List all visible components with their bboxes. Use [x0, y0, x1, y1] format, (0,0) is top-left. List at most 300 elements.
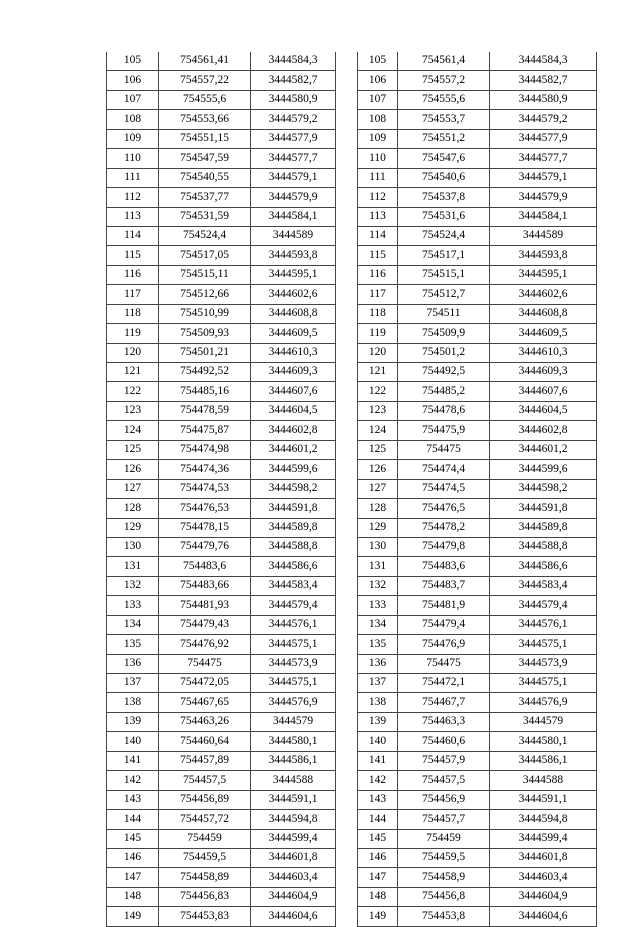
- y-coordinate-cell: 3444603,4: [490, 868, 597, 887]
- point-number-cell: 129: [107, 518, 159, 537]
- column-gap: [336, 654, 358, 673]
- table-row: [107, 635, 597, 654]
- point-number-cell: 128: [107, 499, 159, 518]
- y-coordinate-cell: 3444579,4: [251, 596, 336, 615]
- y-coordinate-cell: 3444604,6: [251, 907, 336, 926]
- point-number-cell: 139: [107, 712, 159, 731]
- x-coordinate-cell: 754457,89: [159, 751, 251, 770]
- point-number-cell: 140: [107, 732, 159, 751]
- y-coordinate-cell: 3444601,2: [490, 440, 597, 459]
- column-gap: [336, 576, 358, 595]
- table-row: [107, 848, 597, 867]
- x-coordinate-cell: 754456,83: [159, 887, 251, 906]
- column-gap: [336, 848, 358, 867]
- x-coordinate-cell: 754479,43: [159, 615, 251, 634]
- point-number-cell: 110: [107, 149, 159, 168]
- table-row: [107, 149, 597, 168]
- y-coordinate-cell: 3444579,2: [490, 110, 597, 129]
- y-coordinate-cell: 3444580,1: [251, 732, 336, 751]
- point-number-cell: 128: [358, 499, 398, 518]
- point-number-cell: 134: [107, 615, 159, 634]
- table-row: [107, 246, 597, 265]
- point-number-cell: 115: [358, 246, 398, 265]
- point-number-cell: 129: [358, 518, 398, 537]
- column-gap: [336, 518, 358, 537]
- y-coordinate-cell: 3444610,3: [490, 343, 597, 362]
- table-row: [107, 71, 597, 90]
- point-number-cell: 105: [107, 52, 159, 71]
- y-coordinate-cell: 3444602,8: [251, 421, 336, 440]
- x-coordinate-cell: 754476,5: [398, 499, 490, 518]
- point-number-cell: 126: [358, 460, 398, 479]
- table-row: [107, 674, 597, 693]
- point-number-cell: 132: [107, 576, 159, 595]
- y-coordinate-cell: 3444601,8: [490, 848, 597, 867]
- y-coordinate-cell: 3444579,1: [490, 168, 597, 187]
- table-row: [107, 52, 597, 71]
- x-coordinate-cell: 754531,59: [159, 207, 251, 226]
- y-coordinate-cell: 3444595,1: [490, 265, 597, 284]
- y-coordinate-cell: 3444610,3: [251, 343, 336, 362]
- point-number-cell: 131: [358, 557, 398, 576]
- point-number-cell: 147: [107, 868, 159, 887]
- x-coordinate-cell: 754457,9: [398, 751, 490, 770]
- table-row: [107, 129, 597, 148]
- point-number-cell: 138: [358, 693, 398, 712]
- x-coordinate-cell: 754537,8: [398, 188, 490, 207]
- y-coordinate-cell: 3444607,6: [490, 382, 597, 401]
- point-number-cell: 125: [107, 440, 159, 459]
- point-number-cell: 107: [107, 90, 159, 109]
- point-number-cell: 134: [358, 615, 398, 634]
- point-number-cell: 143: [107, 790, 159, 809]
- point-number-cell: 137: [107, 674, 159, 693]
- x-coordinate-cell: 754459,5: [398, 848, 490, 867]
- column-gap: [336, 829, 358, 848]
- x-coordinate-cell: 754457,5: [398, 771, 490, 790]
- table-row: [107, 790, 597, 809]
- x-coordinate-cell: 754485,2: [398, 382, 490, 401]
- point-number-cell: 132: [358, 576, 398, 595]
- table-row: [107, 401, 597, 420]
- x-coordinate-cell: 754483,66: [159, 576, 251, 595]
- table-row: [107, 829, 597, 848]
- column-gap: [336, 382, 358, 401]
- y-coordinate-cell: 3444601,8: [251, 848, 336, 867]
- point-number-cell: 142: [107, 771, 159, 790]
- column-gap: [336, 343, 358, 362]
- table-row: [107, 499, 597, 518]
- point-number-cell: 136: [107, 654, 159, 673]
- coordinates-table: [106, 52, 597, 927]
- x-coordinate-cell: 754557,22: [159, 71, 251, 90]
- y-coordinate-cell: 3444576,1: [490, 615, 597, 634]
- table-row: [107, 654, 597, 673]
- table-row: [107, 868, 597, 887]
- y-coordinate-cell: 3444608,8: [490, 304, 597, 323]
- x-coordinate-cell: 754467,65: [159, 693, 251, 712]
- x-coordinate-cell: 754515,11: [159, 265, 251, 284]
- table-row: [107, 421, 597, 440]
- table-row: [107, 557, 597, 576]
- table-row: [107, 693, 597, 712]
- x-coordinate-cell: 754553,7: [398, 110, 490, 129]
- point-number-cell: 125: [358, 440, 398, 459]
- point-number-cell: 142: [358, 771, 398, 790]
- point-number-cell: 127: [358, 479, 398, 498]
- column-gap: [336, 693, 358, 712]
- table-row: [107, 576, 597, 595]
- point-number-cell: 126: [107, 460, 159, 479]
- point-number-cell: 119: [358, 324, 398, 343]
- x-coordinate-cell: 754483,7: [398, 576, 490, 595]
- y-coordinate-cell: 3444604,9: [490, 887, 597, 906]
- x-coordinate-cell: 754476,53: [159, 499, 251, 518]
- table-row: [107, 712, 597, 731]
- y-coordinate-cell: 3444603,4: [251, 868, 336, 887]
- point-number-cell: 124: [107, 421, 159, 440]
- table-row: [107, 168, 597, 187]
- point-number-cell: 127: [107, 479, 159, 498]
- y-coordinate-cell: 3444584,3: [490, 52, 597, 71]
- y-coordinate-cell: 3444579,2: [251, 110, 336, 129]
- x-coordinate-cell: 754517,05: [159, 246, 251, 265]
- y-coordinate-cell: 3444589,8: [251, 518, 336, 537]
- x-coordinate-cell: 754547,59: [159, 149, 251, 168]
- y-coordinate-cell: 3444579,4: [490, 596, 597, 615]
- y-coordinate-cell: 3444589: [251, 226, 336, 245]
- column-gap: [336, 363, 358, 382]
- x-coordinate-cell: 754479,8: [398, 537, 490, 556]
- point-number-cell: 146: [107, 848, 159, 867]
- point-number-cell: 117: [107, 285, 159, 304]
- y-coordinate-cell: 3444608,8: [251, 304, 336, 323]
- column-gap: [336, 401, 358, 420]
- x-coordinate-cell: 754551,2: [398, 129, 490, 148]
- y-coordinate-cell: 3444593,8: [251, 246, 336, 265]
- y-coordinate-cell: 3444591,1: [490, 790, 597, 809]
- table-row: [107, 440, 597, 459]
- x-coordinate-cell: 754511: [398, 304, 490, 323]
- table-row: [107, 596, 597, 615]
- table-row: [107, 810, 597, 829]
- y-coordinate-cell: 3444599,4: [251, 829, 336, 848]
- y-coordinate-cell: 3444586,6: [490, 557, 597, 576]
- x-coordinate-cell: 754453,83: [159, 907, 251, 926]
- x-coordinate-cell: 754485,16: [159, 382, 251, 401]
- x-coordinate-cell: 754478,6: [398, 401, 490, 420]
- column-gap: [336, 168, 358, 187]
- y-coordinate-cell: 3444584,3: [251, 52, 336, 71]
- y-coordinate-cell: 3444579,9: [251, 188, 336, 207]
- y-coordinate-cell: 3444586,1: [490, 751, 597, 770]
- table-row: [107, 479, 597, 498]
- x-coordinate-cell: 754512,7: [398, 285, 490, 304]
- point-number-cell: 135: [358, 635, 398, 654]
- y-coordinate-cell: 3444579,9: [490, 188, 597, 207]
- point-number-cell: 145: [358, 829, 398, 848]
- x-coordinate-cell: 754456,8: [398, 887, 490, 906]
- table-row: [107, 90, 597, 109]
- x-coordinate-cell: 754515,1: [398, 265, 490, 284]
- point-number-cell: 123: [358, 401, 398, 420]
- y-coordinate-cell: 3444598,2: [251, 479, 336, 498]
- y-coordinate-cell: 3444575,1: [251, 635, 336, 654]
- y-coordinate-cell: 3444576,1: [251, 615, 336, 634]
- x-coordinate-cell: 754481,9: [398, 596, 490, 615]
- point-number-cell: 113: [358, 207, 398, 226]
- y-coordinate-cell: 3444575,1: [490, 635, 597, 654]
- point-number-cell: 123: [107, 401, 159, 420]
- x-coordinate-cell: 754475,9: [398, 421, 490, 440]
- y-coordinate-cell: 3444591,8: [251, 499, 336, 518]
- column-gap: [336, 129, 358, 148]
- x-coordinate-cell: 754492,5: [398, 363, 490, 382]
- y-coordinate-cell: 3444595,1: [251, 265, 336, 284]
- point-number-cell: 144: [358, 810, 398, 829]
- point-number-cell: 130: [107, 537, 159, 556]
- y-coordinate-cell: 3444582,7: [490, 71, 597, 90]
- x-coordinate-cell: 754478,15: [159, 518, 251, 537]
- y-coordinate-cell: 3444575,1: [251, 674, 336, 693]
- y-coordinate-cell: 3444584,1: [490, 207, 597, 226]
- y-coordinate-cell: 3444594,8: [251, 810, 336, 829]
- x-coordinate-cell: 754475,87: [159, 421, 251, 440]
- x-coordinate-cell: 754537,77: [159, 188, 251, 207]
- y-coordinate-cell: 3444588,8: [490, 537, 597, 556]
- x-coordinate-cell: 754517,1: [398, 246, 490, 265]
- point-number-cell: 119: [107, 324, 159, 343]
- y-coordinate-cell: 3444609,5: [490, 324, 597, 343]
- x-coordinate-cell: 754479,4: [398, 615, 490, 634]
- column-gap: [336, 537, 358, 556]
- point-number-cell: 141: [358, 751, 398, 770]
- x-coordinate-cell: 754456,9: [398, 790, 490, 809]
- table-row: [107, 110, 597, 129]
- point-number-cell: 140: [358, 732, 398, 751]
- x-coordinate-cell: 754510,99: [159, 304, 251, 323]
- y-coordinate-cell: 3444586,6: [251, 557, 336, 576]
- y-coordinate-cell: 3444583,4: [251, 576, 336, 595]
- point-number-cell: 106: [358, 71, 398, 90]
- x-coordinate-cell: 754561,4: [398, 52, 490, 71]
- column-gap: [336, 790, 358, 809]
- y-coordinate-cell: 3444591,8: [490, 499, 597, 518]
- table-row: [107, 382, 597, 401]
- point-number-cell: 109: [358, 129, 398, 148]
- x-coordinate-cell: 754463,26: [159, 712, 251, 731]
- point-number-cell: 139: [358, 712, 398, 731]
- x-coordinate-cell: 754501,2: [398, 343, 490, 362]
- point-number-cell: 120: [107, 343, 159, 362]
- y-coordinate-cell: 3444604,9: [251, 887, 336, 906]
- column-gap: [336, 557, 358, 576]
- column-gap: [336, 732, 358, 751]
- x-coordinate-cell: 754476,9: [398, 635, 490, 654]
- point-number-cell: 114: [107, 226, 159, 245]
- table-row: [107, 226, 597, 245]
- x-coordinate-cell: 754524,4: [159, 226, 251, 245]
- point-number-cell: 144: [107, 810, 159, 829]
- x-coordinate-cell: 754456,89: [159, 790, 251, 809]
- point-number-cell: 108: [107, 110, 159, 129]
- x-coordinate-cell: 754472,05: [159, 674, 251, 693]
- point-number-cell: 113: [107, 207, 159, 226]
- column-gap: [336, 887, 358, 906]
- point-number-cell: 133: [358, 596, 398, 615]
- x-coordinate-cell: 754509,9: [398, 324, 490, 343]
- point-number-cell: 105: [358, 52, 398, 71]
- x-coordinate-cell: 754501,21: [159, 343, 251, 362]
- table-row: [107, 732, 597, 751]
- y-coordinate-cell: 3444588: [490, 771, 597, 790]
- point-number-cell: 111: [107, 168, 159, 187]
- x-coordinate-cell: 754460,6: [398, 732, 490, 751]
- point-number-cell: 138: [107, 693, 159, 712]
- point-number-cell: 145: [107, 829, 159, 848]
- column-gap: [336, 226, 358, 245]
- point-number-cell: 112: [358, 188, 398, 207]
- y-coordinate-cell: 3444609,3: [251, 363, 336, 382]
- column-gap: [336, 440, 358, 459]
- y-coordinate-cell: 3444576,9: [490, 693, 597, 712]
- point-number-cell: 122: [358, 382, 398, 401]
- y-coordinate-cell: 3444591,1: [251, 790, 336, 809]
- point-number-cell: 116: [358, 265, 398, 284]
- x-coordinate-cell: 754547,6: [398, 149, 490, 168]
- y-coordinate-cell: 3444602,8: [490, 421, 597, 440]
- table-row: [107, 207, 597, 226]
- x-coordinate-cell: 754474,4: [398, 460, 490, 479]
- x-coordinate-cell: 754474,53: [159, 479, 251, 498]
- point-number-cell: 149: [358, 907, 398, 926]
- table-row: [107, 188, 597, 207]
- table-row: [107, 343, 597, 362]
- table-row: [107, 751, 597, 770]
- y-coordinate-cell: 3444575,1: [490, 674, 597, 693]
- point-number-cell: 116: [107, 265, 159, 284]
- x-coordinate-cell: 754475: [398, 654, 490, 673]
- table-row: [107, 363, 597, 382]
- point-number-cell: 137: [358, 674, 398, 693]
- y-coordinate-cell: 3444573,9: [490, 654, 597, 673]
- x-coordinate-cell: 754459: [159, 829, 251, 848]
- point-number-cell: 118: [358, 304, 398, 323]
- y-coordinate-cell: 3444602,6: [490, 285, 597, 304]
- x-coordinate-cell: 754474,5: [398, 479, 490, 498]
- x-coordinate-cell: 754475: [398, 440, 490, 459]
- table-row: [107, 518, 597, 537]
- point-number-cell: 141: [107, 751, 159, 770]
- y-coordinate-cell: 3444579,1: [251, 168, 336, 187]
- point-number-cell: 107: [358, 90, 398, 109]
- column-gap: [336, 460, 358, 479]
- x-coordinate-cell: 754474,36: [159, 460, 251, 479]
- column-gap: [336, 751, 358, 770]
- y-coordinate-cell: 3444573,9: [251, 654, 336, 673]
- column-gap: [336, 90, 358, 109]
- point-number-cell: 146: [358, 848, 398, 867]
- y-coordinate-cell: 3444579: [490, 712, 597, 731]
- y-coordinate-cell: 3444577,9: [490, 129, 597, 148]
- column-gap: [336, 149, 358, 168]
- point-number-cell: 147: [358, 868, 398, 887]
- point-number-cell: 109: [107, 129, 159, 148]
- x-coordinate-cell: 754512,66: [159, 285, 251, 304]
- column-gap: [336, 421, 358, 440]
- table-row: [107, 907, 597, 926]
- table-row: [107, 771, 597, 790]
- column-gap: [336, 207, 358, 226]
- x-coordinate-cell: 754460,64: [159, 732, 251, 751]
- y-coordinate-cell: 3444599,6: [490, 460, 597, 479]
- x-coordinate-cell: 754553,66: [159, 110, 251, 129]
- column-gap: [336, 71, 358, 90]
- x-coordinate-cell: 754483,6: [398, 557, 490, 576]
- y-coordinate-cell: 3444579: [251, 712, 336, 731]
- point-number-cell: 106: [107, 71, 159, 90]
- y-coordinate-cell: 3444588: [251, 771, 336, 790]
- point-number-cell: 115: [107, 246, 159, 265]
- y-coordinate-cell: 3444604,5: [251, 401, 336, 420]
- point-number-cell: 130: [358, 537, 398, 556]
- x-coordinate-cell: 754478,59: [159, 401, 251, 420]
- column-gap: [336, 110, 358, 129]
- x-coordinate-cell: 754458,9: [398, 868, 490, 887]
- x-coordinate-cell: 754463,3: [398, 712, 490, 731]
- y-coordinate-cell: 3444609,3: [490, 363, 597, 382]
- point-number-cell: 133: [107, 596, 159, 615]
- table-row: [107, 460, 597, 479]
- y-coordinate-cell: 3444609,5: [251, 324, 336, 343]
- x-coordinate-cell: 754459,5: [159, 848, 251, 867]
- point-number-cell: 110: [358, 149, 398, 168]
- column-gap: [336, 635, 358, 654]
- y-coordinate-cell: 3444598,2: [490, 479, 597, 498]
- x-coordinate-cell: 754475: [159, 654, 251, 673]
- x-coordinate-cell: 754540,55: [159, 168, 251, 187]
- table-row: [107, 537, 597, 556]
- point-number-cell: 108: [358, 110, 398, 129]
- column-gap: [336, 246, 358, 265]
- x-coordinate-cell: 754457,72: [159, 810, 251, 829]
- table-row: [107, 265, 597, 284]
- x-coordinate-cell: 754457,5: [159, 771, 251, 790]
- table-body: [107, 52, 597, 926]
- column-gap: [336, 596, 358, 615]
- column-gap: [336, 771, 358, 790]
- table-row: [107, 285, 597, 304]
- x-coordinate-cell: 754474,98: [159, 440, 251, 459]
- x-coordinate-cell: 754557,2: [398, 71, 490, 90]
- column-gap: [336, 810, 358, 829]
- y-coordinate-cell: 3444589: [490, 226, 597, 245]
- table-row: [107, 887, 597, 906]
- y-coordinate-cell: 3444594,8: [490, 810, 597, 829]
- y-coordinate-cell: 3444607,6: [251, 382, 336, 401]
- y-coordinate-cell: 3444588,8: [251, 537, 336, 556]
- y-coordinate-cell: 3444577,9: [251, 129, 336, 148]
- column-gap: [336, 499, 358, 518]
- y-coordinate-cell: 3444604,5: [490, 401, 597, 420]
- point-number-cell: 117: [358, 285, 398, 304]
- x-coordinate-cell: 754458,89: [159, 868, 251, 887]
- point-number-cell: 122: [107, 382, 159, 401]
- point-number-cell: 149: [107, 907, 159, 926]
- point-number-cell: 111: [358, 168, 398, 187]
- x-coordinate-cell: 754476,92: [159, 635, 251, 654]
- x-coordinate-cell: 754555,6: [398, 90, 490, 109]
